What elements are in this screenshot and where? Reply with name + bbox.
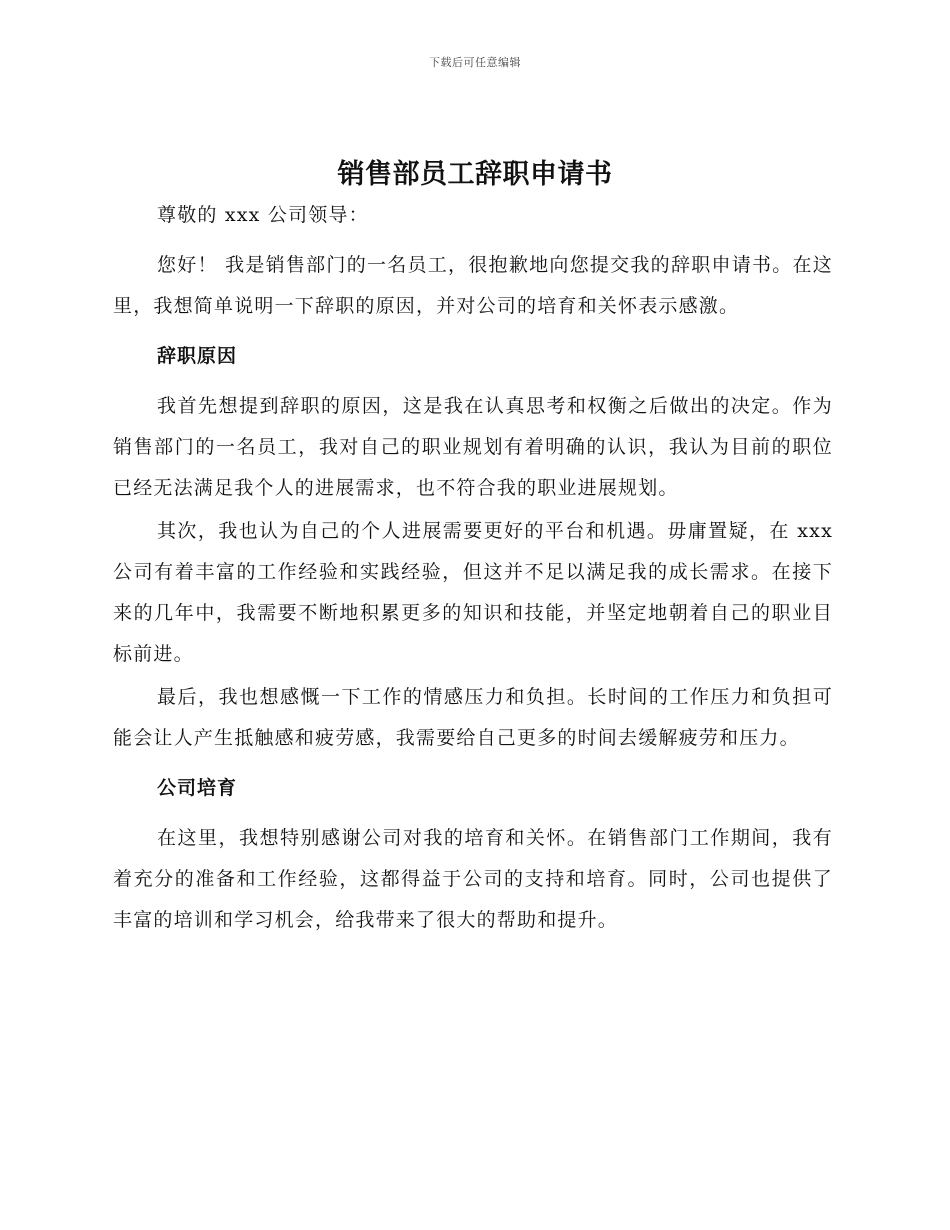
body-paragraph: 在这里，我想特别感谢公司对我的培育和关怀。在销售部门工作期间，我有着充分的准备和工作经验，这都得益于公司的支持和培育。同时，公司也提供了丰富的培训和学习机会，给我带来了很大的帮助和提升。 (113, 827, 833, 931)
salutation: 尊敬的 xxx 公司领导： (157, 204, 369, 226)
intro-paragraph: 您好！ 我是销售部门的一名员工，很抱歉地向您提交我的辞职申请书。在这里，我想简单说明一下辞职的原因，并对公司的培育和关怀表示感激。 (113, 254, 833, 317)
page-header-note: 下载后可任意编辑 (429, 56, 521, 69)
section-heading-company-training: 公司培育 (157, 777, 238, 799)
section-heading-resignation-reasons: 辞职原因 (157, 345, 238, 367)
document-body (113, 195, 833, 943)
body-paragraph: 最后，我也想感慨一下工作的情感压力和负担。长时间的工作压力和负担可能会让人产生抵触感和疲劳感，我需要给自己更多的时间去缓解疲劳和压力。 (113, 686, 833, 749)
body-paragraph: 我首先想提到辞职的原因，这是我在认真思考和权衡之后做出的决定。作为销售部门的一名员工，我对自己的职业规划有着明确的认识，我认为目前的职位已经无法满足我个人的进展需求，也不符合我的职业进展规划。 (113, 395, 833, 499)
document-title: 销售部员工辞职申请书 (337, 159, 613, 190)
body-paragraph: 其次，我也认为自己的个人进展需要更好的平台和机遇。毋庸置疑，在 xxx 公司有着丰富的工作经验和实践经验，但这并不足以满足我的成长需求。在接下来的几年中，我需要不断地积累更多的知识和技能，并坚定地朝着自己的职业目标前进。 (113, 520, 833, 665)
